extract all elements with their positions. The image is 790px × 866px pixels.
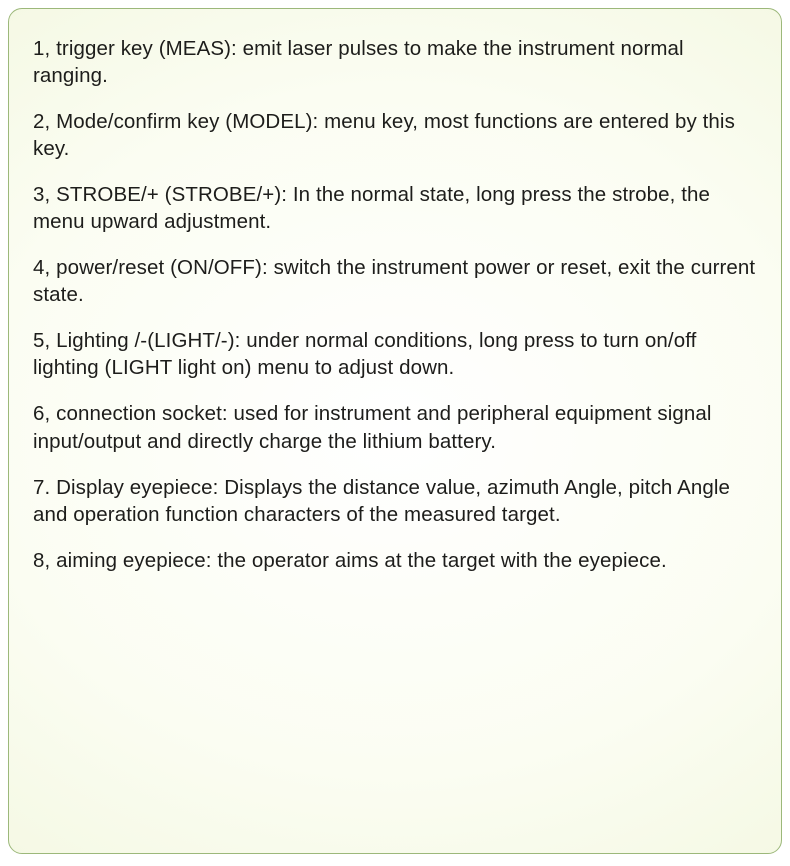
- instruction-item-5: 5, Lighting /-(LIGHT/-): under normal conditions, long press to turn on/off lighting (LIGHT light on) menu to adjust down.: [33, 329, 697, 380]
- instructions-panel: [8, 8, 782, 854]
- instruction-item-7: 7. Display eyepiece: Displays the distance value, azimuth Angle, pitch Angle and operation function characters of the measured target.: [33, 475, 731, 526]
- instruction-item-4: 4, power/reset (ON/OFF): switch the instrument power or reset, exit the current state.: [33, 256, 756, 307]
- instructions-content: [9, 9, 781, 584]
- instruction-item-8: 8, aiming eyepiece: the operator aims at the target with the eyepiece.: [33, 548, 667, 572]
- instruction-item-6: 6, connection socket: used for instrument and peripheral equipment signal input/output and directly charge the lithium battery.: [33, 402, 712, 453]
- instruction-item-1: 1, trigger key (MEAS): emit laser pulses to make the instrument normal ranging.: [33, 37, 684, 88]
- instruction-item-3: 3, STROBE/+ (STROBE/+): In the normal state, long press the strobe, the menu upward adjustment.: [33, 183, 711, 234]
- instruction-item-2: 2, Mode/confirm key (MODEL): menu key, most functions are entered by this key.: [33, 110, 735, 161]
